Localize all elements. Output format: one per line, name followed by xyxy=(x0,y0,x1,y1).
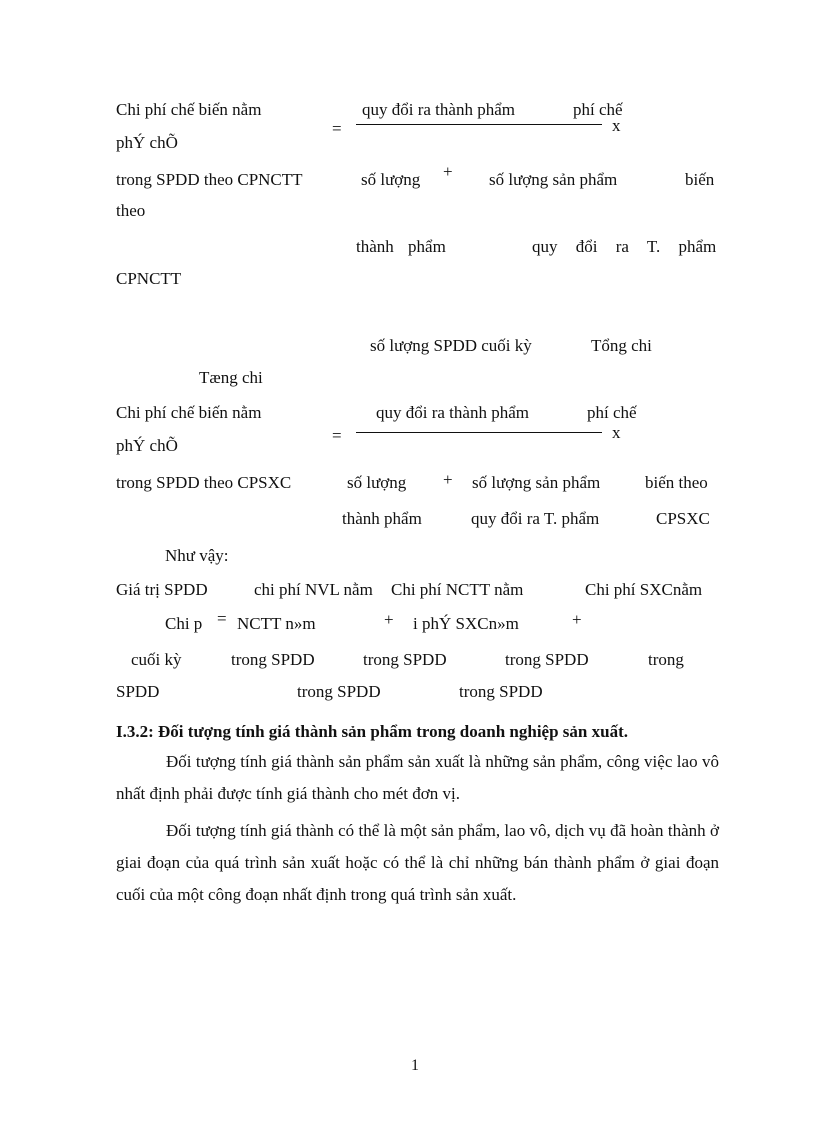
formula1-left-line4: theo xyxy=(116,201,146,220)
summary-row4-col1: SPDD xyxy=(116,682,160,701)
formula2-fraction-bar xyxy=(356,432,602,433)
formula2-left-line1: Chi phí chế biến nằm xyxy=(116,403,262,422)
formula1-denominator-a2: thành phẩm xyxy=(356,237,446,256)
formula2-denominator-b: số lượng sản phẩm xyxy=(472,473,601,492)
summary-row2-equals: = xyxy=(217,609,227,628)
formula1-left-line2: phÝ chÕ xyxy=(116,133,178,152)
summary-row2-plus2: + xyxy=(572,610,582,629)
formula2-denominator-a2: thành phẩm xyxy=(342,509,422,528)
formula1-fraction-bar xyxy=(356,124,602,125)
formula1-right-word: biến xyxy=(685,170,715,189)
summary-row1-col2: chi phí NVL nằm xyxy=(254,580,373,599)
page-number: 1 xyxy=(411,1057,419,1074)
formula2-denominator-b2: quy đổi ra T. phẩm xyxy=(471,509,600,528)
formula2-left-line3: trong SPDD theo CPSXC xyxy=(116,473,292,492)
formula2-tong-chi: Tæng chi xyxy=(199,368,263,387)
summary-row1-col4: Chi phí SXCnằm xyxy=(585,580,703,599)
formula1-equals: = xyxy=(332,119,342,138)
paragraph-1-text: Đối tượng tính giá thành sản phẩm sản xuất là những sản phẩm, công việc lao vô nhất định phải được tính giá thành cho mét đơn vị. xyxy=(116,752,719,803)
formula2-equals: = xyxy=(332,426,342,445)
summary-row1-col1: Giá trị SPDD xyxy=(116,580,208,599)
formula1-denominator-b: số lượng sản phẩm xyxy=(489,170,618,189)
section-paragraph-1 xyxy=(116,746,719,810)
formula1-left-line1: Chi phí chế biến nằm xyxy=(116,100,262,119)
formula1-numerator: quy đổi ra thành phẩm xyxy=(362,100,515,119)
formula2-right-word: biến theo xyxy=(645,473,708,492)
summary-row3-col5: trong xyxy=(648,650,684,669)
formula2-top-line: số lượng SPDD cuối kỳ xyxy=(370,336,532,355)
summary-row2-b: NCTT n»m xyxy=(237,614,316,633)
summary-row2-c: i phÝ SXCn»m xyxy=(413,614,519,633)
summary-row1-col3: Chi phí NCTT nằm xyxy=(391,580,524,599)
formula2-denominator-a: số lượng xyxy=(347,473,407,492)
formula1-left-line5: CPNCTT xyxy=(116,269,182,288)
summary-row3-col3: trong SPDD xyxy=(363,650,447,669)
formula1-times: x xyxy=(612,116,621,135)
nhu-vay-label: Như vậy: xyxy=(165,546,229,565)
formula1-plus: + xyxy=(443,162,453,181)
section-heading: I.3.2: Đối tượng tính giá thành sản phẩm trong doanh nghiệp sản xuất. xyxy=(116,722,628,741)
formula1-left-line3: trong SPDD theo CPNCTT xyxy=(116,170,303,189)
summary-row4-col2: trong SPDD xyxy=(297,682,381,701)
summary-row2-plus1: + xyxy=(384,610,394,629)
formula1-denominator-a: số lượng xyxy=(361,170,421,189)
summary-row3-col2: trong SPDD xyxy=(231,650,315,669)
formula2-times: x xyxy=(612,423,621,442)
summary-row2-a: Chi p xyxy=(165,614,203,633)
formula2-top-right: Tổng chi xyxy=(591,336,652,355)
formula2-plus: + xyxy=(443,470,453,489)
formula2-numerator: quy đổi ra thành phẩm xyxy=(376,403,529,422)
formula2-left-line2: phÝ chÕ xyxy=(116,436,178,455)
formula1-denominator-b2: quy đổi ra T. phẩm xyxy=(532,237,717,256)
summary-row3-col4: trong SPDD xyxy=(505,650,589,669)
summary-row3-col1: cuối kỳ xyxy=(131,650,182,669)
formula1-numerator-right: phí chế xyxy=(573,100,623,119)
formula2-numerator-right: phí chế xyxy=(587,403,637,422)
paragraph-2-text: Đối tượng tính giá thành có thể là một sản phẩm, lao vô, dịch vụ đã hoàn thành ở giai đoạn của quá trình sản xuất hoặc có thể là chỉ những bán thành phẩm ở giai đoạn cuối của một công đoạn nhất định trong quá trình sản xuất. xyxy=(116,821,719,904)
summary-row4-col3: trong SPDD xyxy=(459,682,543,701)
formula2-right-word2: CPSXC xyxy=(656,509,710,528)
section-paragraph-2 xyxy=(116,815,719,911)
